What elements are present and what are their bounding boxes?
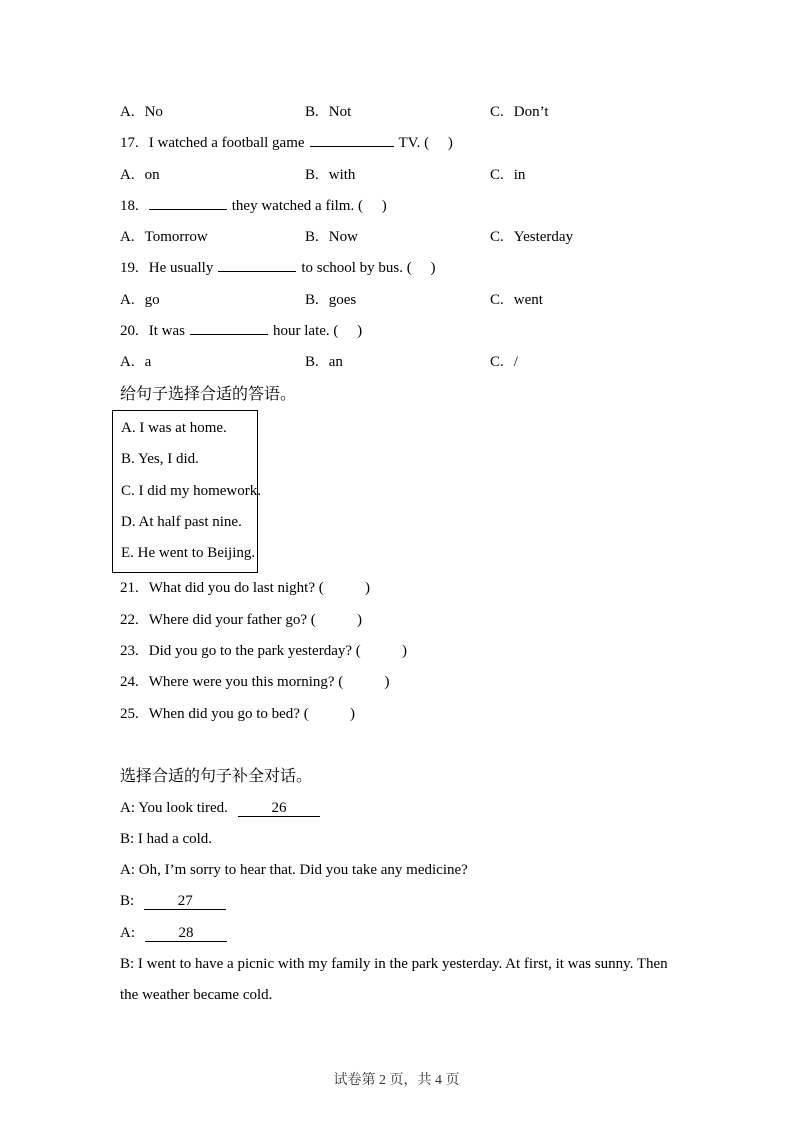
question-text: Where did your father go? ( ) [148, 611, 363, 628]
answer-blank [310, 129, 394, 147]
dialogue-text: B: I had a cold. [120, 830, 213, 847]
option-label: C. [490, 291, 504, 308]
options-row [120, 160, 676, 191]
option-text: an [328, 354, 343, 371]
option-text: Tomorrow [144, 229, 208, 246]
blank-line [120, 730, 676, 761]
options-row [120, 222, 676, 253]
option-text: Now [328, 229, 358, 246]
option [305, 97, 490, 128]
question-text: I watched a football game [148, 135, 305, 152]
question-number: 23. [120, 643, 139, 660]
option-text: No [144, 104, 163, 120]
option-label: C. [490, 354, 504, 371]
exam-page-content [120, 97, 676, 1012]
option [120, 160, 305, 191]
question-text: Did you go to the park yesterday? ( ) [148, 643, 408, 660]
numbered-blank: 27 [144, 893, 226, 910]
option [490, 285, 543, 316]
question-line [120, 128, 676, 159]
question-text: It was [148, 323, 185, 340]
option-text: went [513, 291, 543, 308]
option-text: go [144, 291, 160, 308]
options-row [120, 347, 676, 378]
dialogue-text: B: [120, 893, 135, 910]
option [305, 160, 490, 191]
answer-bank-item: D. At half past nine. [121, 513, 242, 530]
option-label: C. [490, 104, 504, 120]
dialogue-line [120, 855, 676, 886]
options-row [120, 97, 676, 128]
option-label: C. [490, 166, 504, 183]
page-number: 试卷第 2 页，共 4 页 [333, 1073, 460, 1088]
question-text: TV. ( ) [398, 135, 453, 152]
question-number: 19. [120, 260, 139, 277]
numbered-blank: 28 [145, 925, 227, 942]
option-text: goes [328, 291, 357, 308]
answer-blank [190, 317, 268, 335]
question-text: When did you go to bed? ( ) [148, 705, 355, 722]
page-footer [0, 1071, 793, 1091]
question-text: He usually [148, 260, 214, 277]
question-number: 18. [120, 197, 139, 214]
option-text: a [144, 354, 152, 371]
section-heading-reply: 给句子选择合适的答语。 [120, 385, 297, 403]
dialogue-line [120, 918, 676, 949]
option-text: Not [328, 104, 352, 120]
option-label: A. [120, 354, 135, 371]
question-text: What did you do last night? ( ) [148, 580, 370, 597]
section-heading-dialogue: 选择合适的句子补全对话。 [120, 768, 313, 786]
option-label: B. [305, 229, 319, 246]
option-label: B. [305, 291, 319, 308]
reply-question-line [120, 605, 676, 636]
reply-question-line [120, 699, 676, 730]
answer-bank-item: E. He went to Beijing. [121, 545, 256, 562]
question-text: Where were you this morning? ( ) [148, 674, 390, 691]
question-text: to school by bus. ( ) [301, 260, 436, 277]
option [120, 97, 305, 128]
dialogue-text: A: [120, 924, 135, 941]
dialogue-text: A: You look tired. [120, 799, 228, 816]
reply-question-line [120, 573, 676, 604]
numbered-blank: 26 [238, 800, 320, 817]
option [120, 347, 305, 378]
answer-bank-item: C. I did my homework. [121, 482, 261, 499]
option-text: with [328, 166, 356, 183]
question-number: 17. [120, 135, 139, 152]
answer-bank-box [112, 410, 261, 573]
dialogue-text: A: Oh, I’m sorry to hear that. Did you take any medicine? [120, 862, 468, 879]
question-number: 22. [120, 611, 139, 628]
answer-blank [218, 254, 296, 272]
option [120, 222, 305, 253]
option-label: A. [120, 104, 135, 120]
question-number: 24. [120, 674, 139, 691]
option-text: Yesterday [513, 229, 574, 246]
question-line [120, 191, 676, 222]
option-label: C. [490, 229, 504, 246]
option [490, 347, 518, 378]
option [305, 347, 490, 378]
option-text: on [144, 166, 160, 183]
option-label: A. [120, 166, 135, 183]
dialogue-line [120, 824, 676, 855]
answer-blank [149, 192, 227, 210]
question-number: 20. [120, 323, 139, 340]
option-label: A. [120, 291, 135, 308]
option-label: B. [305, 104, 319, 120]
dialogue-line [120, 793, 676, 824]
option-text: / [513, 354, 518, 371]
option-text: in [513, 166, 526, 183]
question-line [120, 316, 676, 347]
dialogue-line [120, 949, 676, 1012]
options-row [120, 285, 676, 316]
option-label: B. [305, 166, 319, 183]
option [305, 222, 490, 253]
option [490, 160, 525, 191]
option [305, 285, 490, 316]
question-line [120, 253, 676, 284]
question-number: 25. [120, 705, 139, 722]
option [120, 285, 305, 316]
dialogue-text: B: I went to have a picnic with my family in the park yesterday. At first, it was sunny. Then the weather became cold. [120, 956, 668, 1004]
option-text: Don’t [513, 104, 549, 120]
option [490, 97, 549, 128]
answer-bank-item: A. I was at home. [121, 419, 227, 436]
option-label: A. [120, 229, 135, 246]
answer-bank-item: B. Yes, I did. [121, 451, 199, 468]
option-label: B. [305, 354, 319, 371]
question-number: 21. [120, 580, 139, 597]
option [490, 222, 573, 253]
dialogue-line [120, 886, 676, 917]
question-text: they watched a film. ( ) [231, 197, 387, 214]
question-text: hour late. ( ) [273, 323, 363, 340]
reply-question-line [120, 667, 676, 698]
reply-question-line [120, 636, 676, 667]
